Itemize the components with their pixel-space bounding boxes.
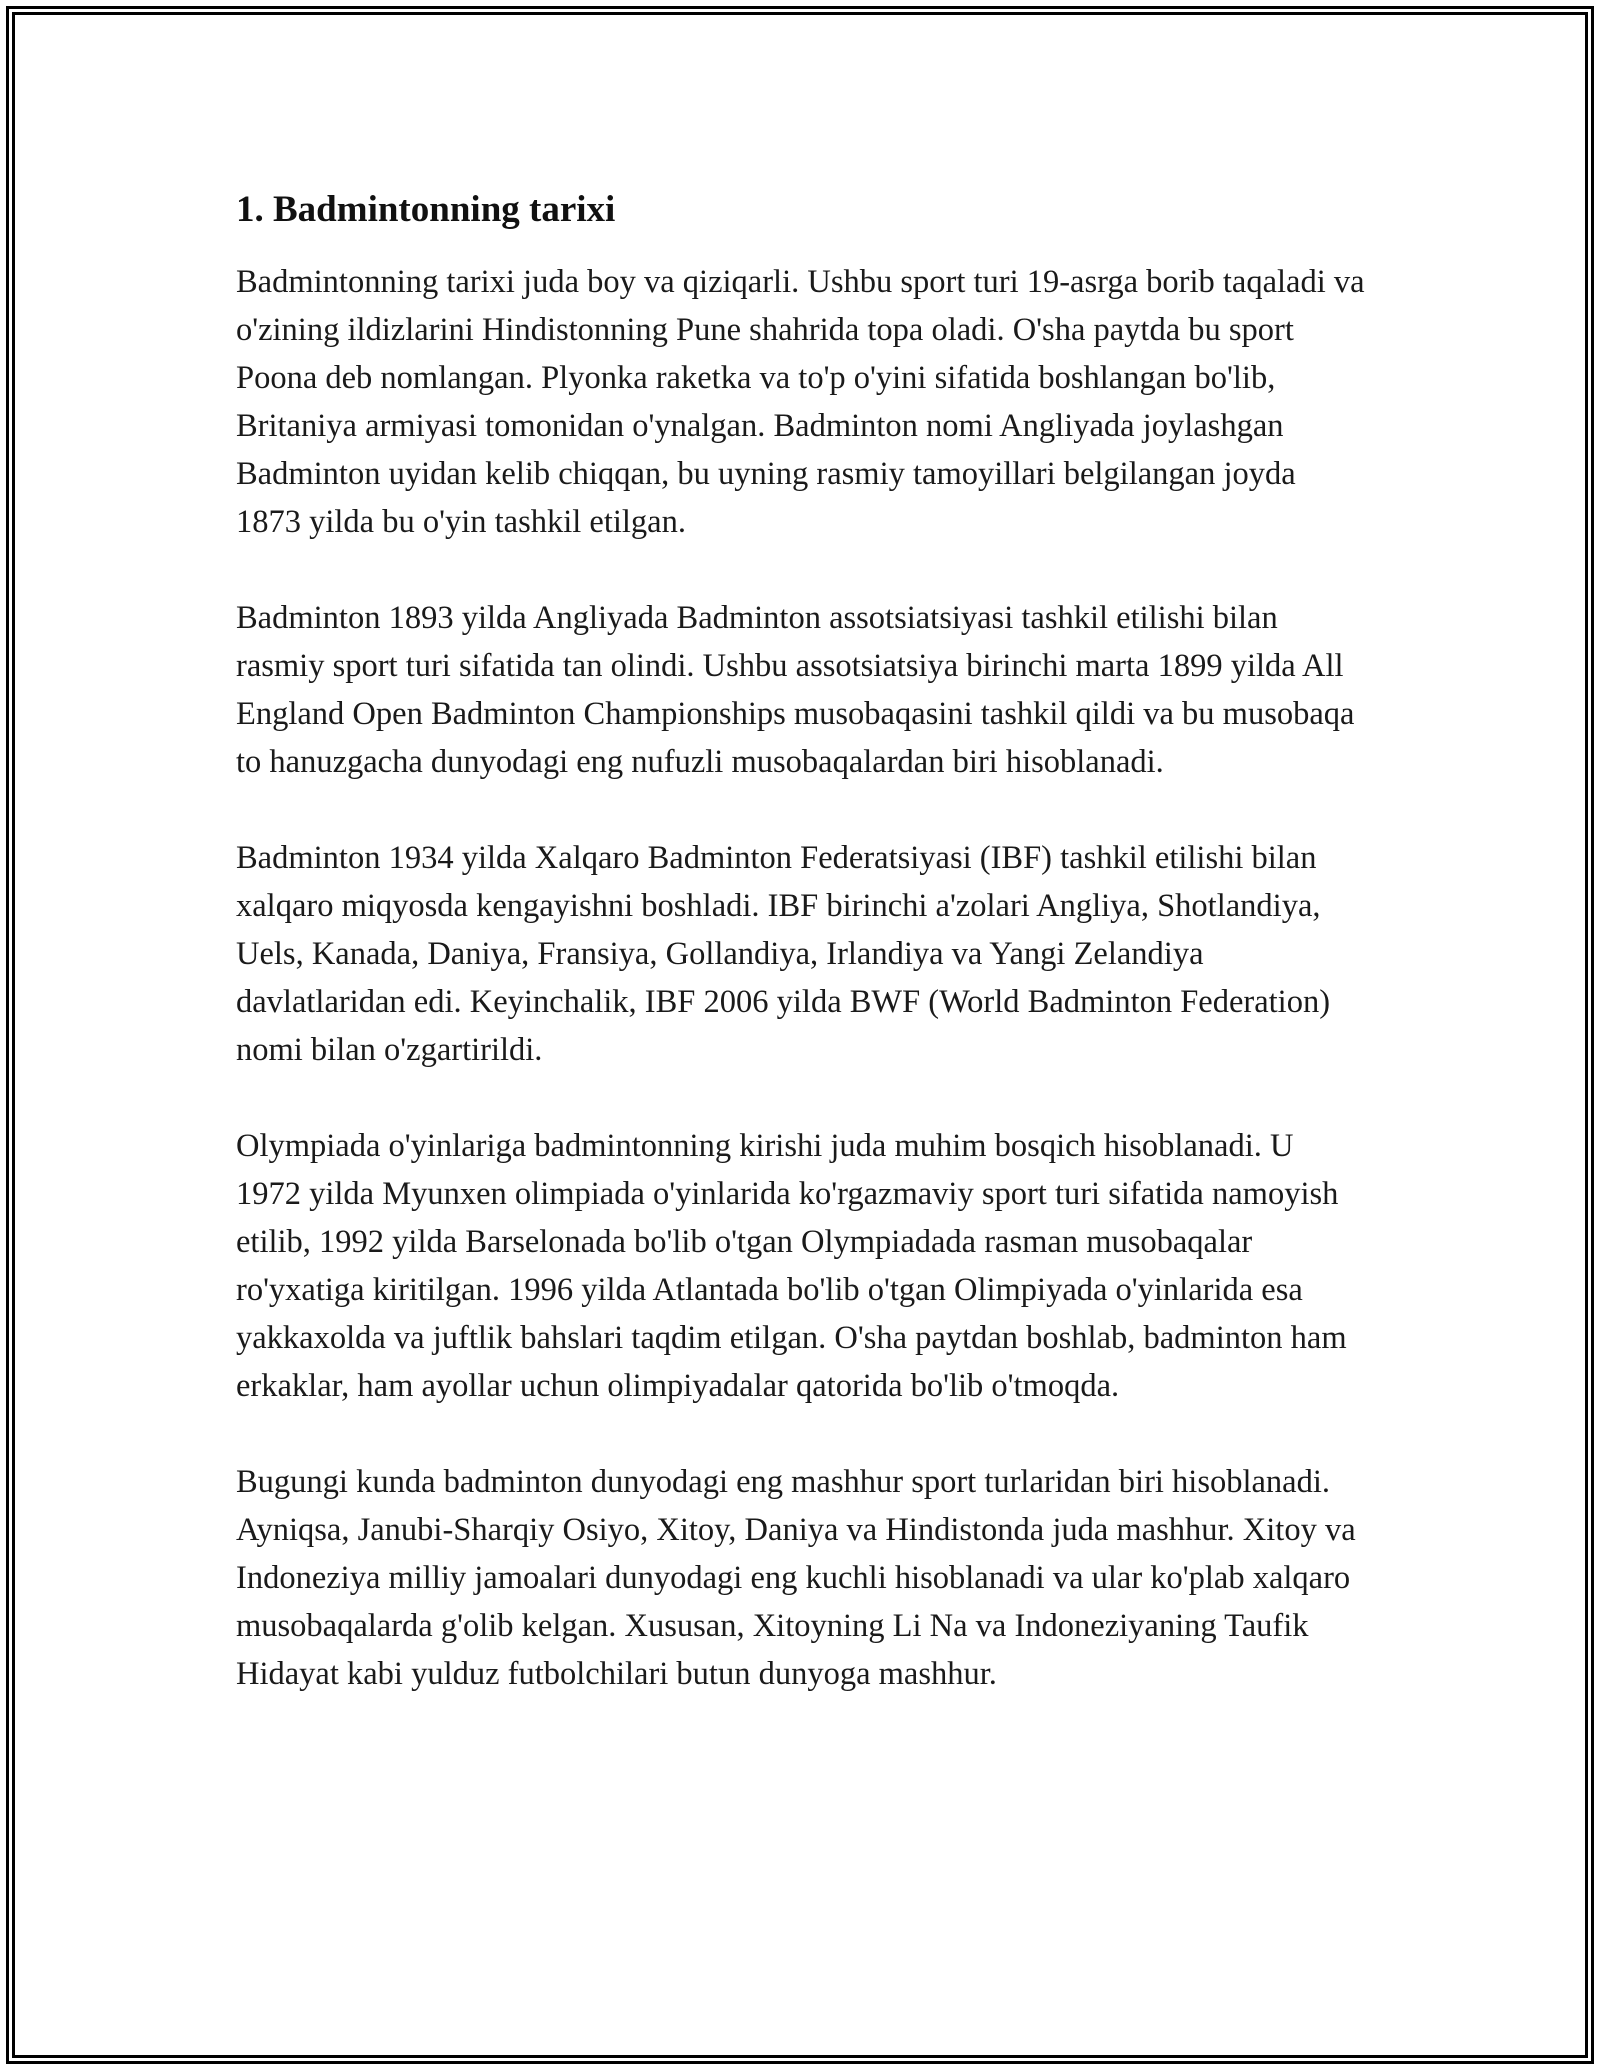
paragraph-today: Bugungi kunda badminton dunyodagi eng mashhur sport turlaridan biri hisoblanadi. Ayniqsa, Janubi-Sharqiy Osiyo, Xitoy, Daniya va Hindistonda juda mashhur. Xitoy va Indoneziya milliy jamoalari dunyodagi eng kuchli hisoblanadi va ular ko'plab xalqaro musobaqalarda g'olib kelgan. Xususan, Xitoyning Li Na va Indoneziyaning Taufik Hidayat kabi yulduz futbolchilari butun dunyoga mashhur. (236, 1464, 1356, 1692)
document-body (236, 186, 1366, 1698)
paragraph-ibf-1934: Badminton 1934 yilda Xalqaro Badminton Federatsiyasi (IBF) tashkil etilishi bilan xalqaro miqyosda kengayishni boshladi. IBF birinchi a'zolari Angliya, Shotlandiya, Uels, Kanada, Daniya, Fransiya, Gollandiya, Irlandiya va Yangi Zelandiya davlatlaridan edi. Keyinchalik, IBF 2006 yilda BWF (World Badminton Federation) nomi bilan o'zgartirildi. (236, 840, 1331, 1068)
paragraph-history-origins: Badmintonning tarixi juda boy va qiziqarli. Ushbu sport turi 19-asrga borib taqaladi va o'zining ildizlarini Hindistonning Pune shahrida topa oladi. O'sha paytda bu sport Poona deb nomlangan. Plyonka raketka va to'p o'yini sifatida boshlangan bo'lib, Britaniya armiyasi tomonidan o'ynalgan. Badminton nomi Angliyada joylashgan Badminton uyidan kelib chiqqan, bu uyning rasmiy tamoyillari belgilangan joyda 1873 yilda bu o'yin tashkil etilgan. (236, 264, 1365, 540)
section-heading: 1. Badmintonning tarixi (236, 189, 616, 230)
paragraph-association-1893: Badminton 1893 yilda Angliyada Badminton assotsiatsiyasi tashkil etilishi bilan rasmiy sport turi sifatida tan olindi. Ushbu assotsiatsiya birinchi marta 1899 yilda All England Open Badminton Championships musobaqasini tashkil qildi va bu musobaqa to hanuzgacha dunyodagi eng nufuzli musobaqalardan biri hisoblanadi. (236, 600, 1355, 780)
paragraph-olympics: Olympiada o'yinlariga badmintonning kirishi juda muhim bosqich hisoblanadi. U 1972 yilda Myunxen olimpiada o'yinlarida ko'rgazmaviy sport turi sifatida namoyish etilib, 1992 yilda Barselonada bo'lib o'tgan Olympiadada rasman musobaqalar ro'yxatiga kiritilgan. 1996 yilda Atlantada bo'lib o'tgan Olimpiyada o'yinlarida esa yakkaxolda va juftlik bahslari taqdim etilgan. O'sha paytdan boshlab, badminton ham erkaklar, ham ayollar uchun olimpiyadalar qatorida bo'lib o'tmoqda. (236, 1128, 1347, 1404)
